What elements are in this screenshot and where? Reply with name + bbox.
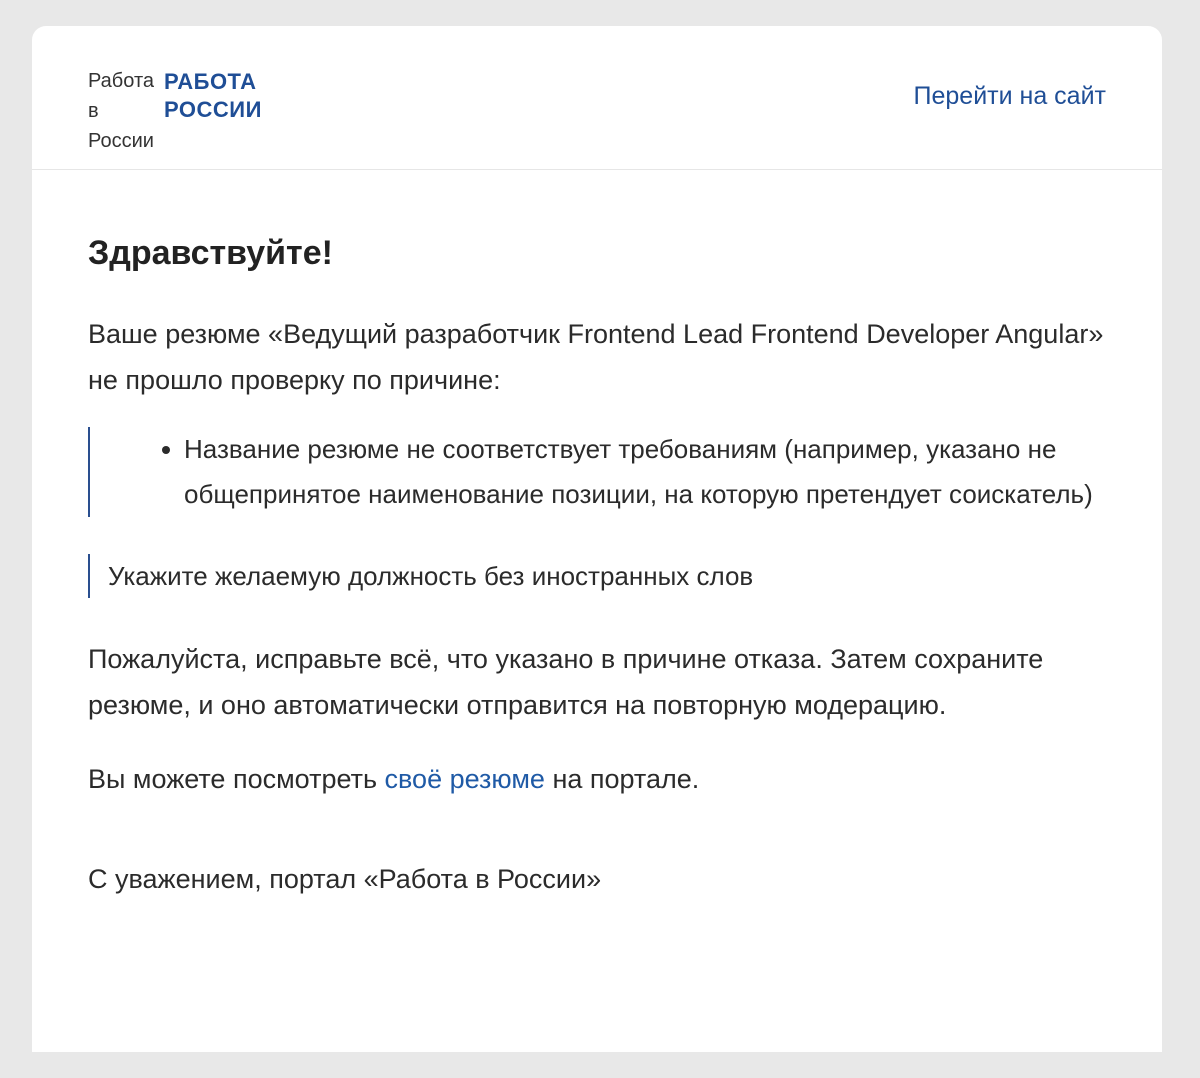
greeting-heading: Здравствуйте! bbox=[88, 234, 333, 272]
email-header bbox=[32, 26, 1162, 170]
intro-paragraph: Ваше резюме «Ведущий разработчик Frontend Lead Frontend Developer Angular» не прошло проверку по причине: bbox=[88, 319, 1104, 395]
view-prefix-text: Вы можете посмотреть bbox=[88, 764, 385, 794]
logo-wordmark-line: РОССИИ bbox=[164, 97, 262, 122]
logo-wordmark bbox=[164, 68, 262, 124]
view-suffix-text: на портале. bbox=[544, 764, 700, 794]
logo-alt-line: в bbox=[88, 100, 99, 122]
logo[interactable] bbox=[88, 66, 268, 152]
reasons-block bbox=[88, 427, 1106, 517]
logo-alt-text bbox=[88, 66, 154, 152]
my-resume-link[interactable]: своё резюме bbox=[384, 764, 545, 794]
view-resume-paragraph bbox=[88, 756, 1106, 802]
list-item bbox=[184, 427, 1106, 517]
logo-alt-line: России bbox=[88, 130, 154, 152]
instruction-paragraph: Пожалуйста, исправьте всё, что указано в причине отказа. Затем сохраните резюме, и оно автоматически отправится на повторную модерацию. bbox=[88, 644, 1044, 720]
reasons-list bbox=[90, 427, 1106, 517]
signature: С уважением, портал «Работа в России» bbox=[88, 864, 602, 894]
moderator-hint: Укажите желаемую должность без иностранных слов bbox=[88, 554, 1106, 598]
go-to-site-link[interactable]: Перейти на сайт bbox=[913, 82, 1106, 110]
email-card bbox=[32, 26, 1162, 1052]
logo-alt-line: Работа bbox=[88, 70, 154, 92]
email-body bbox=[32, 234, 1162, 902]
logo-wordmark-line: РАБОТА bbox=[164, 69, 257, 94]
reason-text: Название резюме не соответствует требованиям (например, указано не общепринятое наименование позиции, на которую претендует соискатель) bbox=[184, 434, 1093, 509]
bullet-icon bbox=[162, 446, 170, 454]
